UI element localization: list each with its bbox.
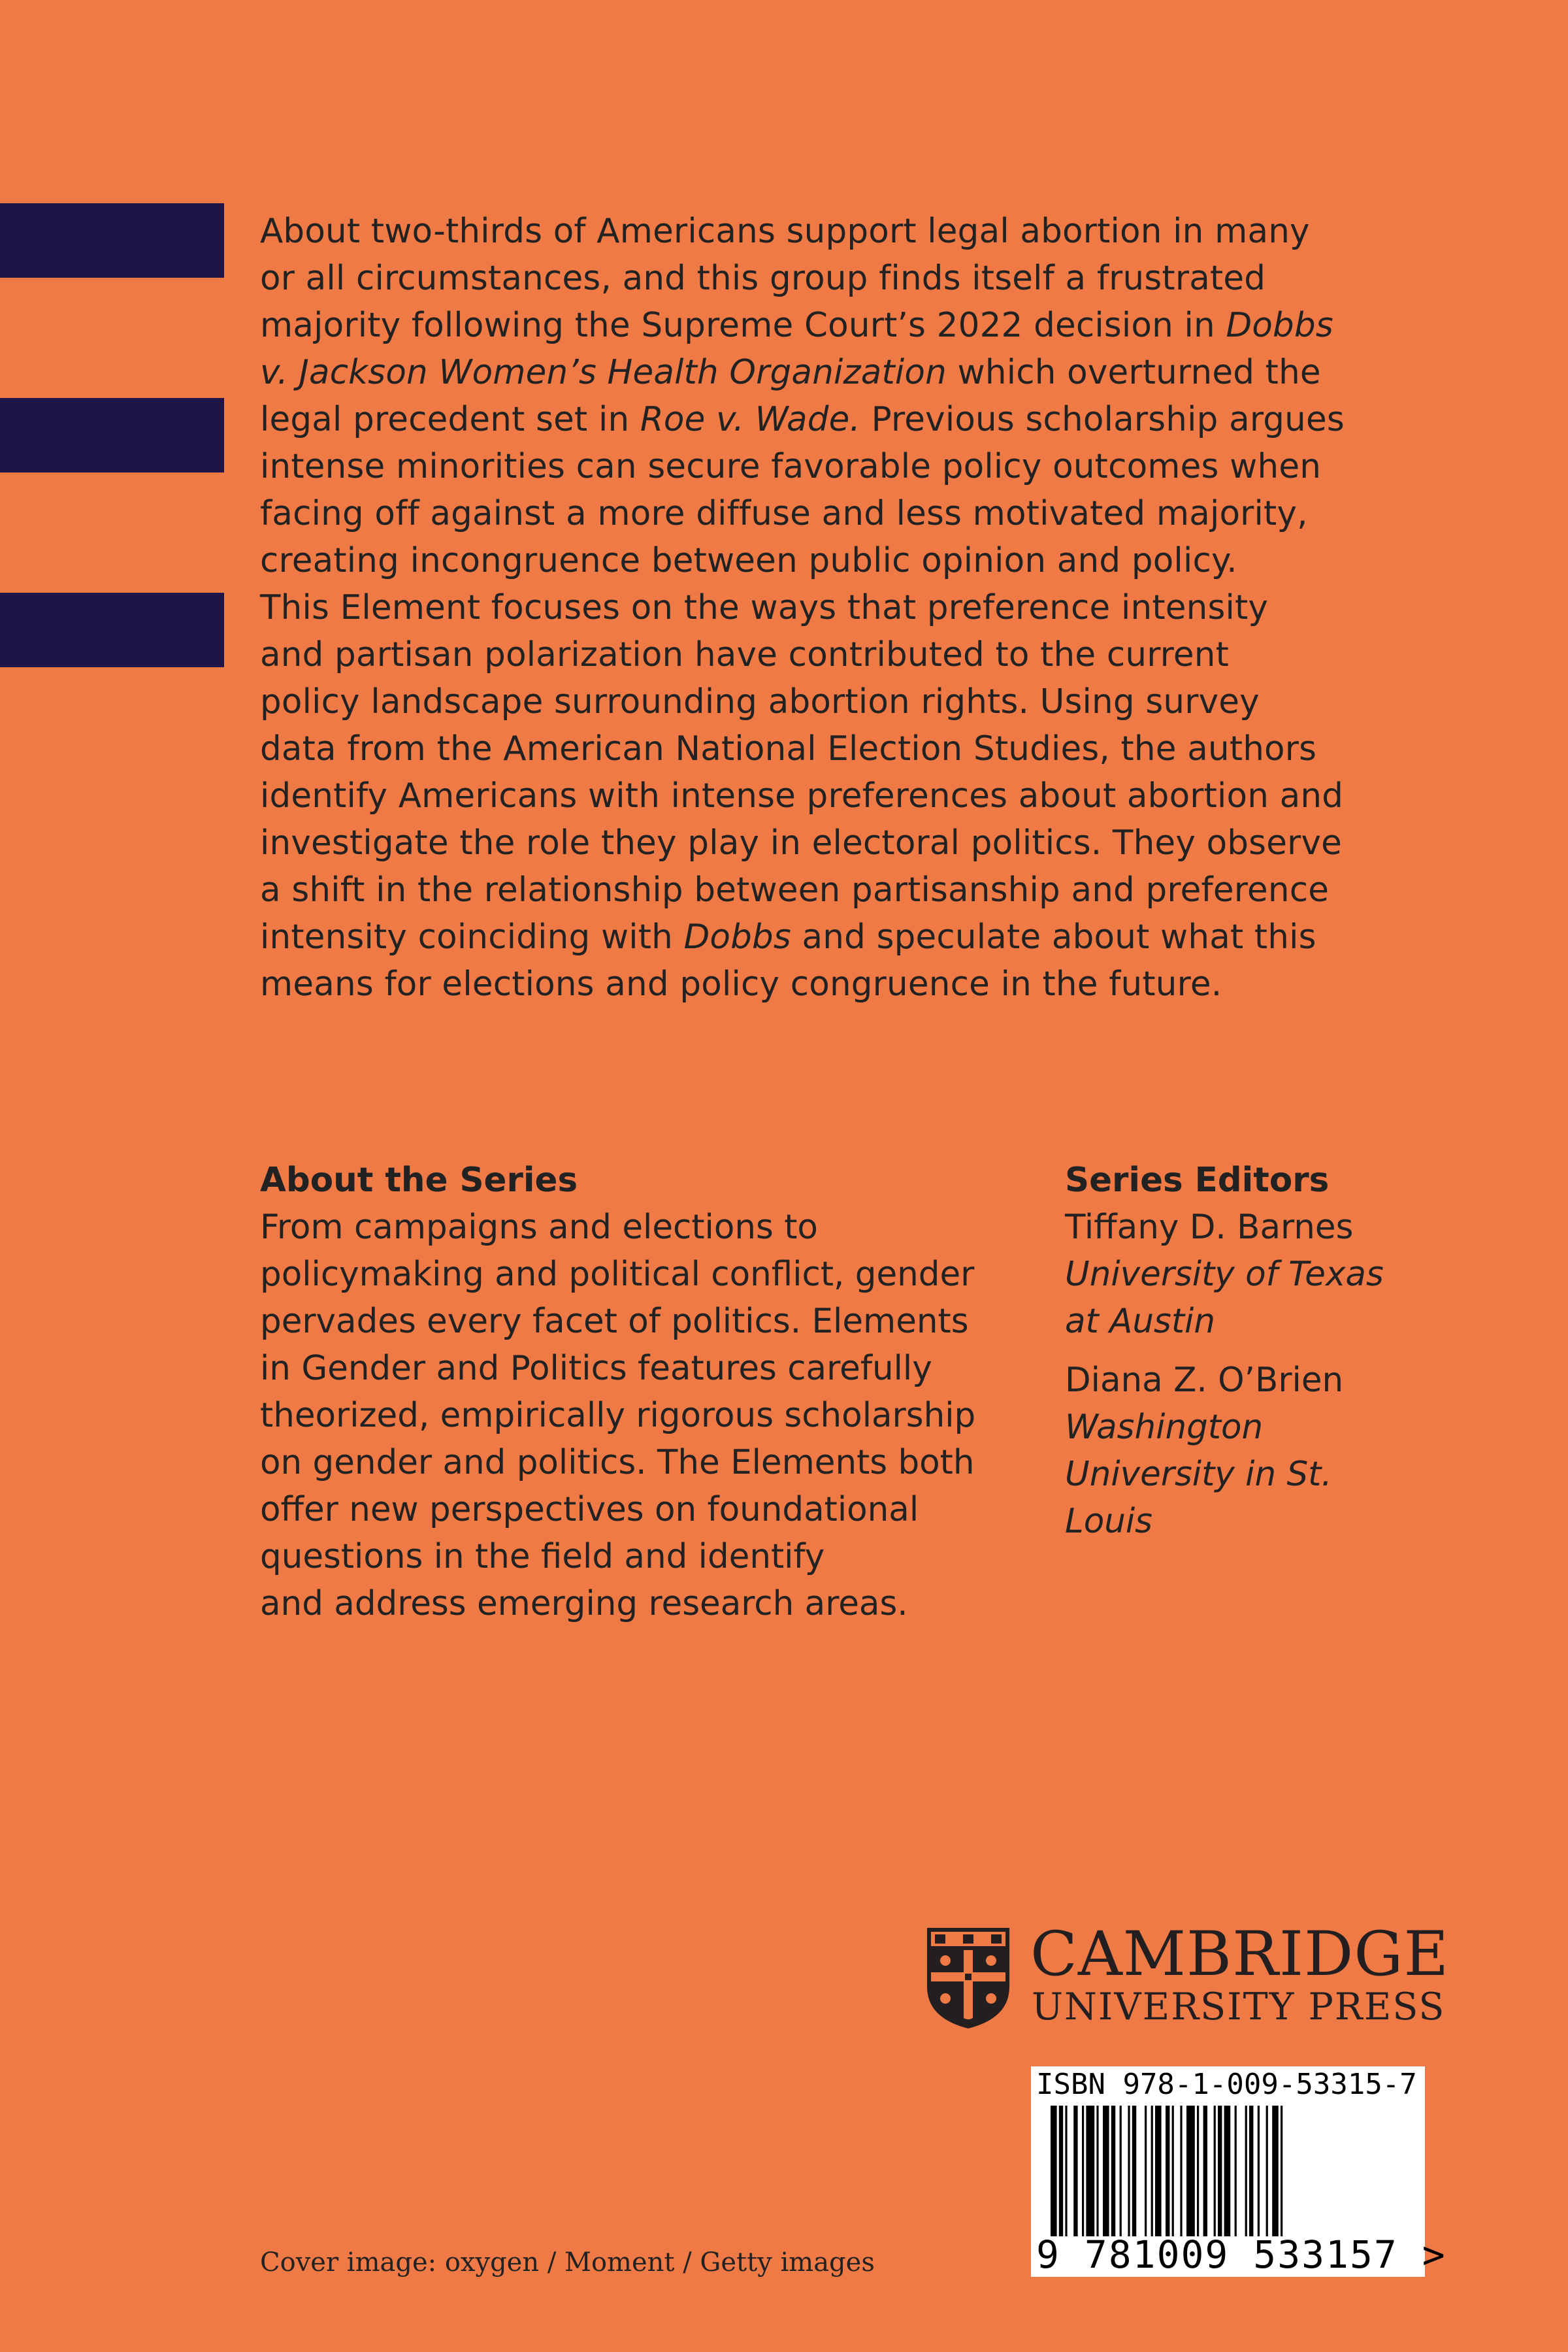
series-line: in Gender and Politics features carefully [260, 1349, 932, 1388]
series-line: pervades every facet of politics. Elements [260, 1302, 969, 1341]
abstract-line: majority following the Supreme Court’s 2022 decision in Dobbs [260, 306, 1333, 345]
isbn-label: ISBN 978-1-009-53315-7 [1036, 2068, 1417, 2101]
editor-affiliation: University of Texas [1065, 1255, 1384, 1294]
cover-image-credit: Cover image: oxygen / Moment / Getty images [260, 2247, 875, 2277]
decorative-stripe-1 [0, 203, 224, 278]
about-series-heading: About the Series [260, 1161, 578, 1200]
barcode-bars [1051, 2106, 1416, 2236]
about-series-text [260, 1204, 1044, 1627]
decorative-stripe-2 [0, 398, 224, 472]
editor-affiliation: at Austin [1065, 1302, 1215, 1341]
editor-entry [1065, 1204, 1384, 1345]
editor-affiliation: Louis [1065, 1502, 1152, 1541]
abstract-line: intense minorities can secure favorable policy outcomes when [260, 447, 1322, 486]
abstract-line: means for elections and policy congruence in the future. [260, 965, 1222, 1004]
series-line: From campaigns and elections to [260, 1208, 818, 1247]
abstract-line: v. Jackson Women’s Health Organization which overturned the [260, 353, 1321, 392]
abstract-line: legal precedent set in Roe v. Wade. Previous scholarship argues [260, 400, 1345, 439]
editor-name: Diana Z. O’Brien [1065, 1361, 1344, 1400]
abstract-line: data from the American National Election Studies, the authors [260, 729, 1317, 769]
series-line: policymaking and political conflict, gender [260, 1255, 975, 1294]
abstract-line: This Element focuses on the ways that preference intensity [260, 588, 1269, 627]
abstract-line: investigate the role they play in electoral politics. They observe [260, 823, 1343, 863]
publisher-name: CAMBRIDGE [1030, 1919, 1450, 1990]
abstract-line: intensity coinciding with Dobbs and speculate about what this [260, 918, 1316, 957]
abstract-line: creating incongruence between public opinion and policy. [260, 541, 1237, 580]
publisher-subtitle: UNIVERSITY PRESS [1032, 1985, 1446, 2029]
abstract-line: and partisan polarization have contributed to the current [260, 635, 1230, 674]
abstract-line: About two-thirds of Americans support legal abortion in many [260, 212, 1310, 251]
editor-affiliation: Washington [1065, 1408, 1264, 1447]
series-line: theorized, empirically rigorous scholarship [260, 1396, 976, 1435]
series-line: and address emerging research areas. [260, 1584, 908, 1623]
abstract-line: facing off against a more diffuse and less motivated majority, [260, 494, 1308, 533]
isbn-barcode [1031, 2066, 1446, 2277]
book-abstract [260, 208, 1436, 1008]
abstract-line: policy landscape surrounding abortion rights. Using survey [260, 682, 1260, 721]
editor-name: Tiffany D. Barnes [1065, 1208, 1354, 1247]
cambridge-crest-icon [926, 1927, 1011, 2030]
series-line: offer new perspectives on foundational [260, 1490, 919, 1529]
barcode-digits: 9 781009 533157 > [1036, 2232, 1446, 2277]
series-editors-heading: Series Editors [1065, 1161, 1330, 1200]
publisher-logo [926, 1919, 1450, 2031]
series-line: questions in the field and identify [260, 1537, 825, 1576]
editor-affiliation: University in St. [1065, 1455, 1332, 1494]
editor-entry [1065, 1357, 1343, 1545]
abstract-line: or all circumstances, and this group finds itself a frustrated [260, 259, 1266, 298]
series-line: on gender and politics. The Elements both [260, 1443, 975, 1482]
decorative-stripe-3 [0, 593, 224, 667]
abstract-line: a shift in the relationship between partisanship and preference [260, 870, 1330, 910]
abstract-line: identify Americans with intense preferences about abortion and [260, 776, 1344, 816]
